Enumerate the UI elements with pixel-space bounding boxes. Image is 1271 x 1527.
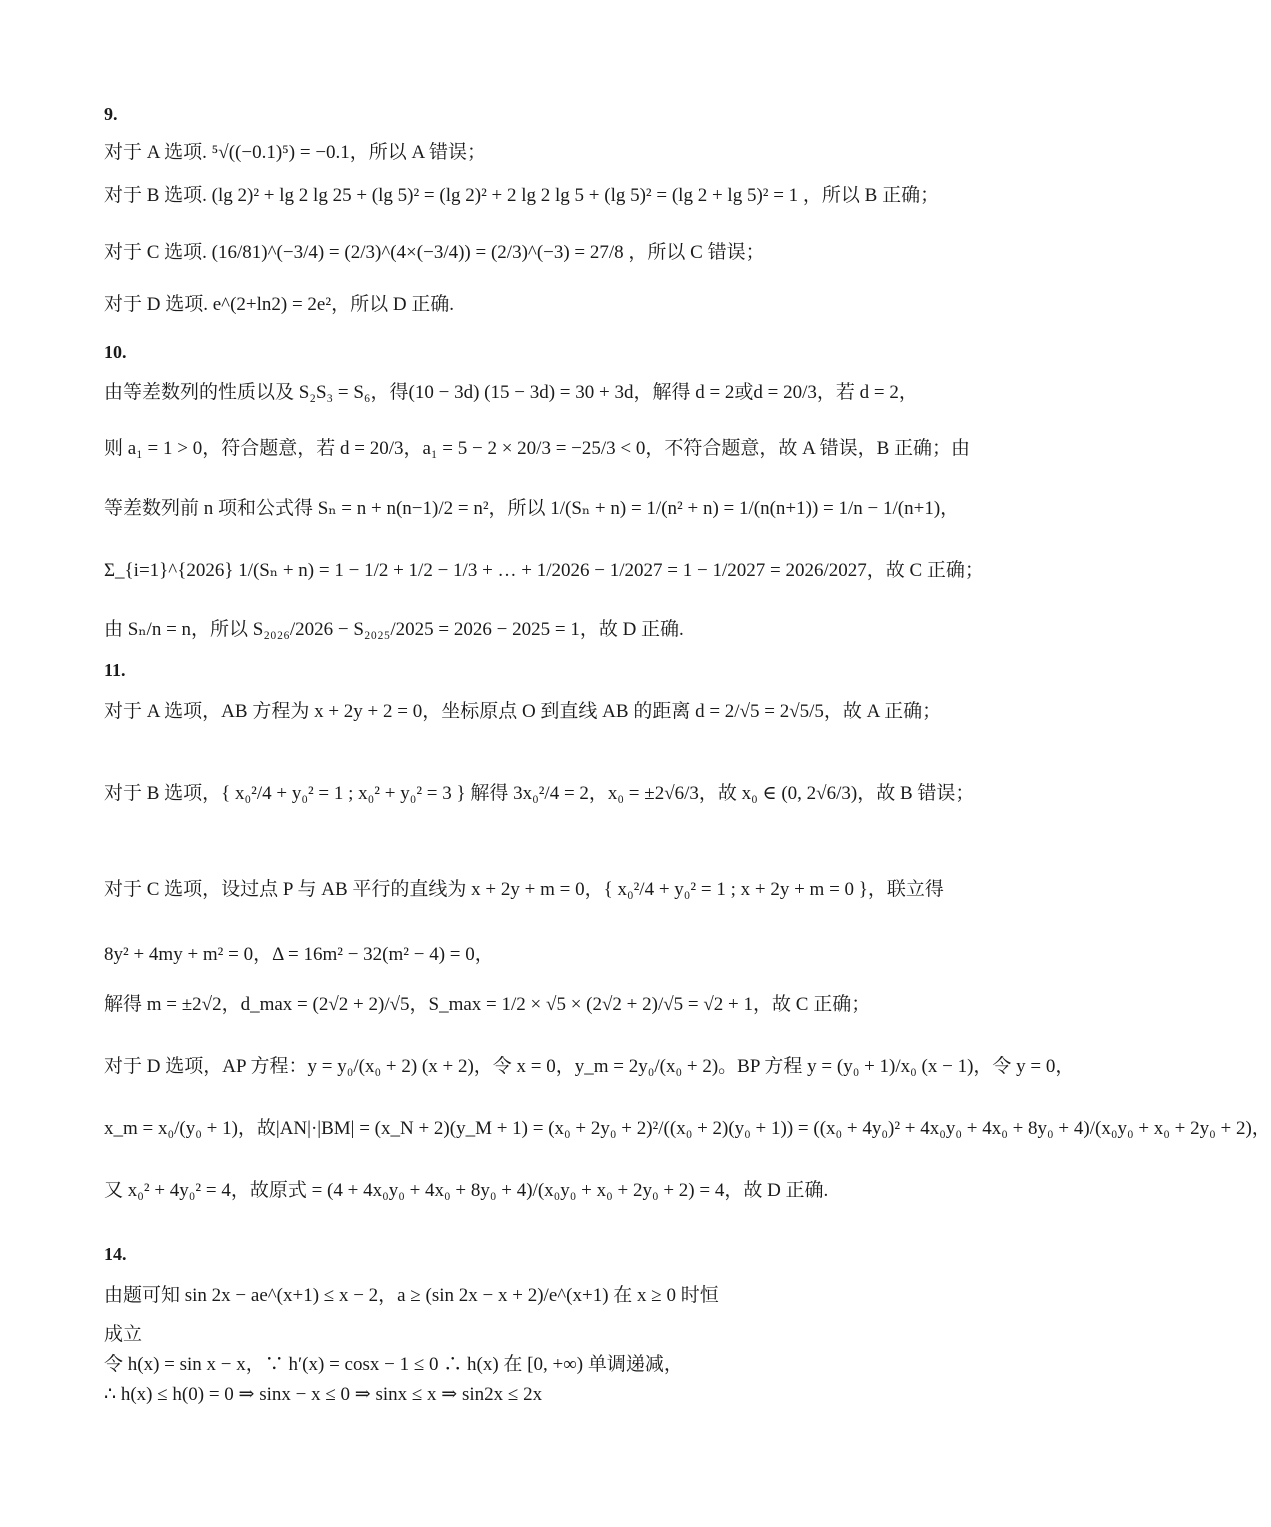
section-heading-11: 11. [104, 660, 126, 680]
section-11-line-4: 8y² + 4my + m² = 0，Δ = 16m² − 32(m² − 4) = 0， [104, 944, 494, 965]
section-heading-14: 14. [104, 1244, 127, 1264]
section-11-line-8: 又 x₀² + 4y₀² = 4，故原式 = (4 + 4x₀y₀ + 4x₀ + 8y₀ + 4)/(x₀y₀ + x₀ + 2y₀ + 2) = 4，故 D 正确. [104, 1180, 829, 1201]
section-9-line-3: 对于 C 选项. (16/81)^(−3/4) = (2/3)^(4×(−3/4)) = (2/3)^(−3) = 27/8 ，所以 C 错误； [104, 242, 765, 263]
section-14-line-4: ∴ h(x) ≤ h(0) = 0 ⇒ sinx − x ≤ 0 ⇒ sinx ≤ x ⇒ sin2x ≤ 2x [104, 1384, 543, 1405]
section-heading-10: 10. [104, 342, 127, 362]
section-9-line-4: 对于 D 选项. e^(2+ln2) = 2e²，所以 D 正确. [104, 294, 455, 315]
section-10-line-4: Σ_{i=1}^{2026} 1/(Sₙ + n) = 1 − 1/2 + 1/2 − 1/3 + … + 1/2026 − 1/2027 = 1 − 1/2027 = 2026/2027，故 C 正确； [104, 560, 984, 581]
section-heading-9: 9. [104, 104, 118, 124]
section-10-line-5: 由 Sₙ/n = n，所以 S₂₀₂₆/2026 − S₂₀₂₅/2025 = 2026 − 2025 = 1，故 D 正确. [104, 619, 684, 640]
section-10-line-3: 等差数列前 n 项和公式得 Sₙ = n + n(n−1)/2 = n²，所以 1/(Sₙ + n) = 1/(n² + n) = 1/(n(n+1)) = 1/n − 1/(n+1)， [104, 498, 960, 519]
section-9-line-2: 对于 B 选项. (lg 2)² + lg 2 lg 25 + (lg 5)² = (lg 2)² + 2 lg 2 lg 5 + (lg 5)² = (lg 2 + lg 5)² = 1 ，所以 B 正确； [104, 185, 940, 206]
section-10-line-1: 由等差数列的性质以及 S₂S₃ = S₆，得(10 − 3d) (15 − 3d) = 30 + 3d，解得 d = 2或d = 20/3，若 d = 2， [104, 382, 918, 403]
section-14-line-3: 令 h(x) = sin x − x，∵ h′(x) = cosx − 1 ≤ 0 ∴ h(x) 在 [0, +∞) 单调递减， [104, 1354, 683, 1375]
section-11-line-5: 解得 m = ±2√2，d_max = (2√2 + 2)/√5，S_max = 1/2 × √5 × (2√2 + 2)/√5 = √2 + 1，故 C 正确； [104, 994, 871, 1015]
section-11-line-7: x_m = x₀/(y₀ + 1)，故|AN|·|BM| = (x_N + 2)(y_M + 1) = (x₀ + 2y₀ + 2)²/((x₀ + 2)(y₀ + 1)) = ((x₀ + 4y₀)² + 4x₀y₀ + 4x₀ + 8y₀ + 4)/(x₀y₀ + x₀ + 2y₀ + 2)， [104, 1118, 1271, 1139]
section-9-line-1: 对于 A 选项. ⁵√((−0.1)⁵) = −0.1，所以 A 错误； [104, 142, 486, 163]
section-11-line-1: 对于 A 选项，AB 方程为 x + 2y + 2 = 0，坐标原点 O 到直线 AB 的距离 d = 2/√5 = 2√5/5，故 A 正确； [104, 701, 942, 722]
section-10-line-2: 则 a₁ = 1 > 0，符合题意，若 d = 20/3，a₁ = 5 − 2 × 20/3 = −25/3 < 0，不符合题意，故 A 错误，B 正确；由 [104, 438, 970, 459]
section-14-line-1: 由题可知 sin 2x − ae^(x+1) ≤ x − 2，a ≥ (sin 2x − x + 2)/e^(x+1) 在 x ≥ 0 时恒 [104, 1285, 719, 1306]
section-11-line-6: 对于 D 选项，AP 方程：y = y₀/(x₀ + 2) (x + 2)，令 x = 0，y_m = 2y₀/(x₀ + 2)。BP 方程 y = (y₀ + 1)/x₀ (x − 1)，令 y = 0， [104, 1056, 1075, 1077]
section-11-line-2: 对于 B 选项，{ x₀²/4 + y₀² = 1 ; x₀² + y₀² = 3 } 解得 3x₀²/4 = 2，x₀ = ±2√6/3，故 x₀ ∈ (0, 2√6/3)，故 B 错误； [104, 783, 975, 804]
section-11-line-3: 对于 C 选项，设过点 P 与 AB 平行的直线为 x + 2y + m = 0，{ x₀²/4 + y₀² = 1 ; x + 2y + m = 0 }，联立得 [104, 879, 944, 900]
section-14-line-2: 成立 [104, 1324, 143, 1345]
